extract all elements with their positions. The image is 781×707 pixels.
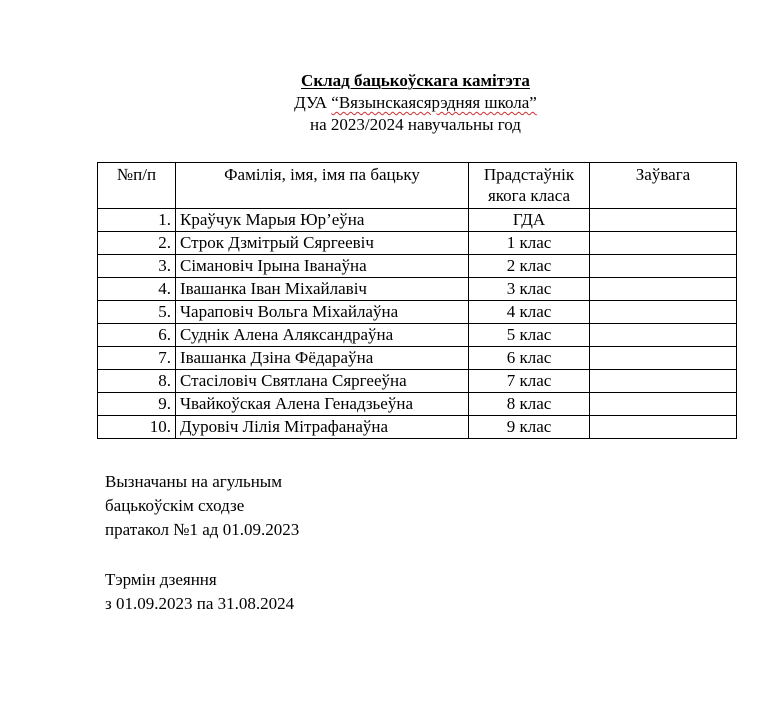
column-header-class: Прадстаўнік якога класа bbox=[469, 163, 590, 209]
row-name: Сімановіч Ірына Іванаўна bbox=[176, 255, 469, 278]
school-prefix: ДУА bbox=[294, 93, 332, 112]
row-number: 5. bbox=[98, 301, 176, 324]
row-name: Івашанка Дзіна Фёдараўна bbox=[176, 347, 469, 370]
document-notes bbox=[105, 470, 299, 616]
document-header bbox=[0, 70, 781, 136]
row-note bbox=[590, 347, 737, 370]
school-name: “Вязынскаясярэдняя школа” bbox=[331, 93, 537, 112]
column-header-number: №п/п bbox=[98, 163, 176, 209]
row-class: 7 клас bbox=[469, 370, 590, 393]
row-note bbox=[590, 209, 737, 232]
table-row bbox=[98, 301, 737, 324]
row-class: 6 клас bbox=[469, 347, 590, 370]
row-name: Чараповіч Вольга Міхайлаўна bbox=[176, 301, 469, 324]
table-row bbox=[98, 347, 737, 370]
row-class: 4 клас bbox=[469, 301, 590, 324]
row-class: 3 клас bbox=[469, 278, 590, 301]
committee-table bbox=[97, 162, 737, 439]
column-header-note: Заўвага bbox=[590, 163, 737, 209]
row-number: 1. bbox=[98, 209, 176, 232]
row-note bbox=[590, 232, 737, 255]
row-name: Строк Дзмітрый Сяргеевіч bbox=[176, 232, 469, 255]
row-number: 2. bbox=[98, 232, 176, 255]
row-number: 3. bbox=[98, 255, 176, 278]
table-header-row bbox=[98, 163, 737, 209]
row-class: 1 клас bbox=[469, 232, 590, 255]
row-name: Суднік Алена Аляксандраўна bbox=[176, 324, 469, 347]
row-note bbox=[590, 324, 737, 347]
protocol-line: пратакол №1 ад 01.09.2023 bbox=[105, 520, 300, 539]
row-number: 9. bbox=[98, 393, 176, 416]
school-line bbox=[0, 92, 781, 114]
table-row bbox=[98, 416, 737, 439]
elected-note-line-2: бацькоўскім сходзе bbox=[105, 496, 245, 515]
row-note bbox=[590, 255, 737, 278]
table-row bbox=[98, 209, 737, 232]
row-number: 10. bbox=[98, 416, 176, 439]
row-class: 8 клас bbox=[469, 393, 590, 416]
row-number: 7. bbox=[98, 347, 176, 370]
table-row bbox=[98, 232, 737, 255]
row-class: ГДА bbox=[469, 209, 590, 232]
table-row bbox=[98, 278, 737, 301]
elected-note-line-1: Вызначаны на агульным bbox=[105, 472, 282, 491]
table-row bbox=[98, 324, 737, 347]
academic-year: на 2023/2024 навучальны год bbox=[310, 115, 521, 134]
row-name: Івашанка Іван Міхайлавіч bbox=[176, 278, 469, 301]
row-note bbox=[590, 416, 737, 439]
row-note bbox=[590, 370, 737, 393]
row-class: 9 клас bbox=[469, 416, 590, 439]
table-row bbox=[98, 393, 737, 416]
row-name: Чвайкоўская Алена Генадзьеўна bbox=[176, 393, 469, 416]
row-name: Стасіловіч Святлана Сяргееўна bbox=[176, 370, 469, 393]
row-number: 4. bbox=[98, 278, 176, 301]
table-row bbox=[98, 370, 737, 393]
table-row bbox=[98, 255, 737, 278]
term-label: Тэрмін дзеяння bbox=[105, 570, 217, 589]
document-title: Склад бацькоўскага камітэта bbox=[301, 71, 530, 90]
row-class: 5 клас bbox=[469, 324, 590, 347]
row-note bbox=[590, 278, 737, 301]
row-note bbox=[590, 301, 737, 324]
spacer bbox=[105, 542, 299, 568]
row-number: 8. bbox=[98, 370, 176, 393]
row-note bbox=[590, 393, 737, 416]
row-name: Краўчук Марыя Юр’еўна bbox=[176, 209, 469, 232]
row-class: 2 клас bbox=[469, 255, 590, 278]
column-header-name: Фамілія, імя, імя па бацьку bbox=[176, 163, 469, 209]
term-dates: з 01.09.2023 па 31.08.2024 bbox=[105, 594, 295, 613]
row-number: 6. bbox=[98, 324, 176, 347]
row-name: Дуровіч Лілія Мітрафанаўна bbox=[176, 416, 469, 439]
